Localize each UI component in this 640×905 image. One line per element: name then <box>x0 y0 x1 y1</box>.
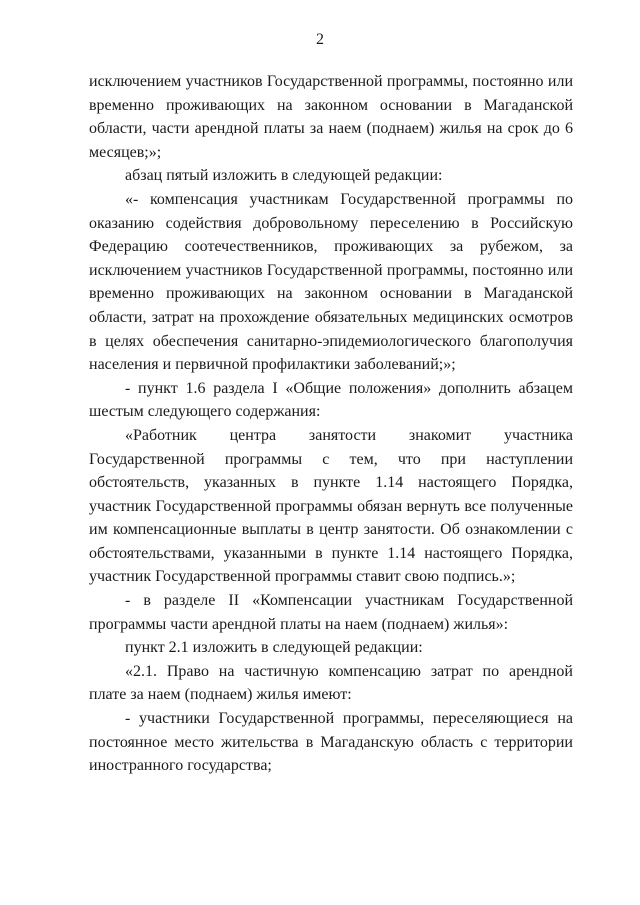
paragraph-section-ii: - в разделе II «Компенсации участникам Государственной программы части арендной платы на наем (поднаем) жилья»: <box>89 592 573 633</box>
paragraph-clause-2-1-instruction: пункт 2.1 изложить в следующей редакции: <box>125 639 423 657</box>
paragraph-clause-1-6: - пункт 1.6 раздела I «Общие положения» дополнить абзацем шестым следующего содержания: <box>89 379 573 421</box>
paragraph-medical-compensation: «- компенсация участникам Государственной программы по оказанию содействия добровольному переселению в Российскую Федерацию соотечественников, проживающих за рубежом, за исключением участников Государственной программы, постоянно или временно проживающих на законном основании в Магаданской области, затрат на прохождение обязательных медицинских осмотров в целях обеспечения санитарно-эпидемиологического благополучия населения и первичной профилактики заболеваний;»; <box>89 190 573 374</box>
paragraph-participants: - участники Государственной программы, переселяющиеся на постоянное место жительства в Магаданскую область с территории иностранного государства; <box>89 710 573 775</box>
paragraph-instruction-fifth-abzac: абзац пятый изложить в следующей редакции: <box>125 167 443 185</box>
paragraph-clause-2-1: «2.1. Право на частичную компенсацию затрат по арендной плате за наем (поднаем) жилья имеют: <box>89 662 573 704</box>
document-body <box>89 70 573 778</box>
page-number: 2 <box>316 31 324 48</box>
paragraph-employment-center: «Работник центра занятости знакомит участника Государственной программы с тем, что при наступлении обстоятельств, указанных в пункте 1.14 настоящего Порядка, участник Государственной программы обязан вернуть все полученные им компенсационные выплаты в центр занятости. Об ознакомлении с обстоятельствами, указанными в пункте 1.14 настоящего Порядка, участник Государственной программы ставит свою подпись.»; <box>89 426 573 586</box>
paragraph-continuation: исключением участников Государственной программы, постоянно или временно проживающих на законном основании в Магаданской области, части арендной платы за наем (поднаем) жилья на срок до 6 месяцев;»; <box>89 73 573 161</box>
